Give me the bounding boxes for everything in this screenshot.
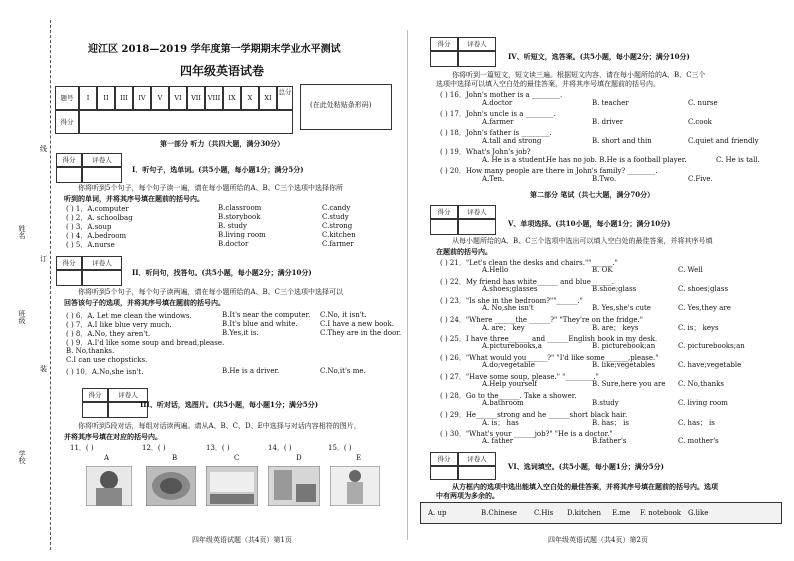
grader-reviewer-cell[interactable] xyxy=(458,466,496,480)
page-footer-right: 四年级英语试题（共4页）第2页 xyxy=(548,536,648,544)
item-option-b: B. like;vegetables xyxy=(592,361,655,369)
item-option-a: ( ) 3．A.soup xyxy=(66,223,112,231)
answer-blank-12[interactable]: 12．( ) xyxy=(142,444,166,452)
question-stem: ( ) 16．John's mother is a ________. xyxy=(440,91,563,99)
item-option-c: C.cook xyxy=(688,118,712,126)
score-table-header: X xyxy=(241,86,259,110)
item-option-a: A.doctor xyxy=(482,99,513,107)
section3-instruction: 你将听到5段对话，每组对话读两遍。请从A、B、C、D、E中选择与对话内容相符的图片， xyxy=(78,422,361,430)
item-option-b: B. teacher xyxy=(592,99,629,107)
page-footer-left: 四年级英语试题（共4页）第1页 xyxy=(192,536,292,544)
question-stem: ( ) 25．I have three______ and ______English book in my desk. xyxy=(440,335,658,343)
item-option-a: A.tall and strong xyxy=(482,137,542,145)
score-table-header: XI xyxy=(259,86,277,110)
side-label-name: 姓名 xyxy=(18,225,26,239)
item-option-b: B.Yes,it is. xyxy=(222,329,259,337)
item-option-c: C.No,it's me. xyxy=(320,367,366,375)
grader-score-cell[interactable] xyxy=(56,167,82,183)
item-option-a: A.Ten. xyxy=(482,175,505,183)
part1-heading: 第一部分 听力（共四大题，满分30分） xyxy=(160,139,285,148)
picture-label-b: B xyxy=(172,454,178,462)
grader-score-cell[interactable] xyxy=(430,51,458,67)
side-label-class: 班级 xyxy=(18,310,26,324)
grader-reviewer-cell[interactable] xyxy=(82,270,122,286)
question-stem: ( ) 27．"Have some soup, please." "________." xyxy=(440,373,599,381)
word-option[interactable]: B.Chinese xyxy=(481,509,517,517)
question-stem: ( ) 29．He______strong and he ______short black hair. xyxy=(440,411,628,419)
item-option-c: C.Five. xyxy=(688,175,713,183)
score-table-header: III xyxy=(115,86,133,110)
item-option-b: B.He is a driver. xyxy=(222,367,280,375)
item-option-c: C.No, it isn't. xyxy=(320,311,367,319)
question-stem: ( ) 21．"Let's clean the desks and chairs.""______." xyxy=(440,259,618,267)
grader-reviewer-label: 评卷人 xyxy=(82,256,122,270)
answer-blank-13[interactable]: 13．( ) xyxy=(206,444,230,452)
item-option-b: B. has； is xyxy=(592,419,629,427)
section3-title: III、听对话，选图片。(共5小题，每小题1分；满分5分) xyxy=(140,400,319,409)
item-option-b: B.doctor xyxy=(218,240,249,248)
section2-title: II．听问句，找答句。(共5小题，每小题2分；满分10分) xyxy=(132,268,312,277)
item-option-a: A. No,she isn't xyxy=(482,304,534,312)
item-option-b: B. are； keys xyxy=(592,324,639,332)
picture-e-person xyxy=(330,466,380,506)
grader-score-label: 得分 xyxy=(56,153,82,167)
section5-title: V、单项选择。(共10小题，每小题1分；满分10分) xyxy=(508,219,671,228)
section6-instruction: 中有两项为多余的。 xyxy=(436,491,499,500)
item-option-a: ( ) 5．A.nurse xyxy=(66,241,115,249)
item-option-c: C. picturebooks;an xyxy=(678,342,745,350)
exam-title: 迎江区 2018—2019 学年度第一学期期末学业水平测试 xyxy=(88,44,341,55)
score-table-row2-label: 得分 xyxy=(55,110,79,134)
score-table-header: VI xyxy=(169,86,187,110)
grader-score-label: 得分 xyxy=(430,37,458,51)
item-option-a: A.Hello xyxy=(482,266,509,274)
word-option[interactable]: E.me xyxy=(612,509,631,517)
score-table-header: VII xyxy=(187,86,205,110)
barcode-note: (在此处粘贴条形码) xyxy=(310,101,372,109)
item-option-c: C. He is tall. xyxy=(716,156,760,164)
score-table-header: VIII xyxy=(205,86,223,110)
section6-title: VI、选词填空。(共5小题，每小题1分；满分5分) xyxy=(508,462,664,471)
grader-reviewer-label: 评卷人 xyxy=(82,153,122,167)
item-option-a: ( ) 7．A.I like blue very much. xyxy=(66,321,172,329)
item-option-b: B. Yes,she's cute xyxy=(592,304,651,312)
item-option-a: A.farmer xyxy=(482,118,514,126)
grader-score-label: 得分 xyxy=(430,452,458,466)
picture-label-a: A xyxy=(104,454,110,462)
item-option-b: B.It's near the computer. xyxy=(222,311,311,319)
item-option-c: C.They are in the door. xyxy=(320,329,402,337)
score-table-header: IV xyxy=(133,86,151,110)
picture-c-room xyxy=(206,466,258,506)
question-stem: ( ) 17．John's uncle is a ________. xyxy=(440,110,556,118)
item-option-c: C. living room xyxy=(678,399,728,407)
item-option-a: ( ) 9．A.I'd like some soup and bread,please. xyxy=(66,339,225,347)
grader-score-label: 得分 xyxy=(430,205,458,219)
item-option-b: He has no job. B.He is a football player. xyxy=(546,156,687,164)
item-option-c: C. has； is xyxy=(678,419,715,427)
answer-blank-15[interactable]: 15．( ) xyxy=(328,444,352,452)
picture-label-c: C xyxy=(234,454,240,462)
item-option-c: C.I have a new book. xyxy=(320,320,394,328)
question-stem: ( ) 23．"Is she in the bedroom?""______." xyxy=(440,297,583,305)
answer-blank-11[interactable]: 11．( ) xyxy=(70,444,94,452)
word-option[interactable]: G.like xyxy=(688,509,709,517)
item-option-b: B. picturebook;an xyxy=(592,342,656,350)
item-option-c: C. is； keys xyxy=(678,324,719,332)
item-option-b: B. Sure,here you are xyxy=(592,380,666,388)
part2-heading: 第二部分 笔试（共七大题，满分70分） xyxy=(530,190,655,199)
section6-instruction: 从方框内的选项中选出能填入空白处的最佳答案，并将其序号填在题前的括号内。选项 xyxy=(452,482,718,491)
grader-reviewer-label: 评卷人 xyxy=(108,388,148,402)
score-table-header: IX xyxy=(223,86,241,110)
item-option-b: B.father's xyxy=(592,437,627,445)
item-option-b: B.living room xyxy=(218,231,266,239)
item-option-a: ( ) 2．A. schoolbag xyxy=(66,214,133,222)
grader-score-label: 得分 xyxy=(82,388,108,402)
item-option-a: A. are； key xyxy=(482,324,525,332)
section1-instruction: 你将听到5个句子，每个句子读一遍，请在每小题所给的A、B、C三个选项中选择你所 xyxy=(78,184,344,192)
grader-score-cell[interactable] xyxy=(430,466,458,480)
item-option-a: A.shoes;glasses xyxy=(482,285,538,293)
word-option-box xyxy=(420,502,782,524)
grader-reviewer-cell[interactable] xyxy=(82,167,122,183)
score-table-blank-row xyxy=(79,110,293,134)
item-option-c: C. nurse xyxy=(688,99,718,107)
question-stem: ( ) 18．John's father is ________. xyxy=(440,129,552,137)
section1-title: I．听句子，选单词。(共5小题，每小题1分；满分5分) xyxy=(132,165,304,174)
item-option-a: A. He is a student. xyxy=(482,156,548,164)
item-option-c: C. Yes,they are xyxy=(678,304,731,312)
item-option-b: B.classroom xyxy=(218,204,262,212)
page-divider xyxy=(407,30,408,540)
grader-reviewer-label: 评卷人 xyxy=(458,205,496,219)
question-stem: ( ) 22．My friend has white______ and blue______. xyxy=(440,278,615,286)
item-option-c: C.farmer xyxy=(322,240,354,248)
item-option-c: C. shoes;glass xyxy=(678,285,729,293)
item-option-a: A. is； has xyxy=(482,419,519,427)
item-option-b: B.It's blue and white. xyxy=(222,320,298,328)
section5-instruction: 在题前的括号内。 xyxy=(436,247,492,256)
section4-instruction: 你将听到一篇短文，短文读三遍。根据短文内容，请在每小题所给的A、B、C三个 xyxy=(452,71,706,79)
section1-instruction: 听到的单词，并将其序号填在题前的括号内。 xyxy=(64,194,204,203)
item-option-a: A.picturebooks,a xyxy=(482,342,542,350)
item-option-c: C.study xyxy=(322,213,349,221)
item-option-a: A.bathroom xyxy=(482,399,524,407)
grader-score-cell[interactable] xyxy=(56,270,82,286)
question-stem: ( ) 30．"What's your ______job?" "He is a doctor." xyxy=(440,430,613,438)
item-option-c: C. mother's xyxy=(678,437,719,445)
score-table-header: I xyxy=(79,86,97,110)
item-option-b: B. short and thin xyxy=(592,137,652,145)
item-option-c: C.candy xyxy=(322,204,351,212)
item-option-b: B. driver xyxy=(592,118,624,126)
item-option-b: B. OK xyxy=(592,266,613,274)
section5-instruction: 从每小题所给的A、B、C三个选项中选出可以填入空白处的最佳答案，并将其序号填 xyxy=(452,237,713,245)
item-option-a: ( ) 6．A. Let me clean the windows. xyxy=(66,312,192,320)
item-option-b: B. study xyxy=(218,222,247,230)
item-option-a: A. father xyxy=(482,437,514,445)
exam-subtitle: 四年级英语试卷 xyxy=(180,64,265,78)
item-option-c: C. Well xyxy=(678,266,703,274)
question-stem: ( ) 19．What's John's job? xyxy=(440,148,531,156)
picture-a-student xyxy=(86,466,132,506)
item-option-c: C.strong xyxy=(322,222,353,230)
item-option-b: B. No,thanks. xyxy=(66,347,115,355)
grader-reviewer-cell[interactable] xyxy=(458,219,496,235)
item-option-a: A.do;vegetable xyxy=(482,361,535,369)
grader-score-cell[interactable] xyxy=(82,402,108,418)
question-stem: ( ) 28．Go to the______. Take a shower. xyxy=(440,392,577,400)
picture-b-food xyxy=(146,466,196,506)
picture-d-kitchen xyxy=(268,466,320,506)
grader-reviewer-label: 评卷人 xyxy=(458,37,496,51)
word-option[interactable]: F. notebook xyxy=(640,509,682,517)
item-option-c: C. have;vegetable xyxy=(678,361,742,369)
score-table-row1-label: 题号 xyxy=(55,86,79,110)
question-stem: ( ) 26．"What would you______?" "I'd like some ______,please." xyxy=(440,354,659,362)
binding-line xyxy=(50,20,51,550)
item-option-a: ( ) 1．A.computer xyxy=(66,205,129,213)
item-option-c: C.quiet and friendly xyxy=(688,137,759,145)
item-option-c: C. No,thanks xyxy=(678,380,724,388)
grader-reviewer-label: 评卷人 xyxy=(458,452,496,466)
question-stem: ( ) 20．How many people are there in John's family? ________. xyxy=(440,167,658,175)
side-label-school: 学校 xyxy=(18,450,26,464)
word-option[interactable]: C.His xyxy=(534,509,554,517)
item-option-b: B.Two. xyxy=(592,175,617,183)
section4-instruction: 选项中选择可以填入空白处的最佳答案，并将其序号填在题前的括号内。 xyxy=(436,80,660,88)
item-option-a: ( ) 8．A.No, they aren't. xyxy=(66,330,151,338)
item-option-b: B.shoe;glass xyxy=(592,285,637,293)
section3-instruction: 并将其序号填在对应的括号内。 xyxy=(64,432,162,441)
question-stem: ( ) 24．"Where ______the ______?" "They're on the fridge." xyxy=(440,316,643,324)
picture-label-d: D xyxy=(296,454,302,462)
side-seal-1: 线 xyxy=(40,145,47,153)
side-seal-2: 订 xyxy=(40,255,47,263)
score-table-header: V xyxy=(151,86,169,110)
grader-score-label: 得分 xyxy=(56,256,82,270)
section4-title: IV、听短文，选答案。(共5小题，每小题2分；满分10分) xyxy=(508,52,690,61)
grader-score-cell[interactable] xyxy=(430,219,458,235)
answer-blank-14[interactable]: 14．( ) xyxy=(268,444,292,452)
section2-instruction: 回答该句子的选项，并将其序号填在题前的括号内。 xyxy=(64,298,225,307)
item-option-c: C.kitchen xyxy=(322,231,356,239)
score-table-header: 总分 xyxy=(277,86,293,110)
picture-label-e: E xyxy=(356,454,362,462)
score-table-header: II xyxy=(97,86,115,110)
word-option[interactable]: A. up xyxy=(428,509,447,517)
item-option-a: ( ) 4．A.bedroom xyxy=(66,232,127,240)
word-option[interactable]: D.kitchen xyxy=(567,509,601,517)
item-option-b: B.storybook xyxy=(218,213,261,221)
grader-reviewer-cell[interactable] xyxy=(458,51,496,67)
item-option-b: B.study xyxy=(592,399,619,407)
section2-instruction: 你将听到5个句子，每个句子读两遍，请在每小题所给的A、B、C三个选项中选择可以 xyxy=(78,288,344,296)
side-seal-3: 装 xyxy=(40,365,47,373)
item-option-a: ( ) 10．A.No,she isn't. xyxy=(66,368,144,376)
item-option-a: A.Help yourself xyxy=(482,380,538,388)
item-option-c: C.I can use chopsticks. xyxy=(66,356,148,364)
